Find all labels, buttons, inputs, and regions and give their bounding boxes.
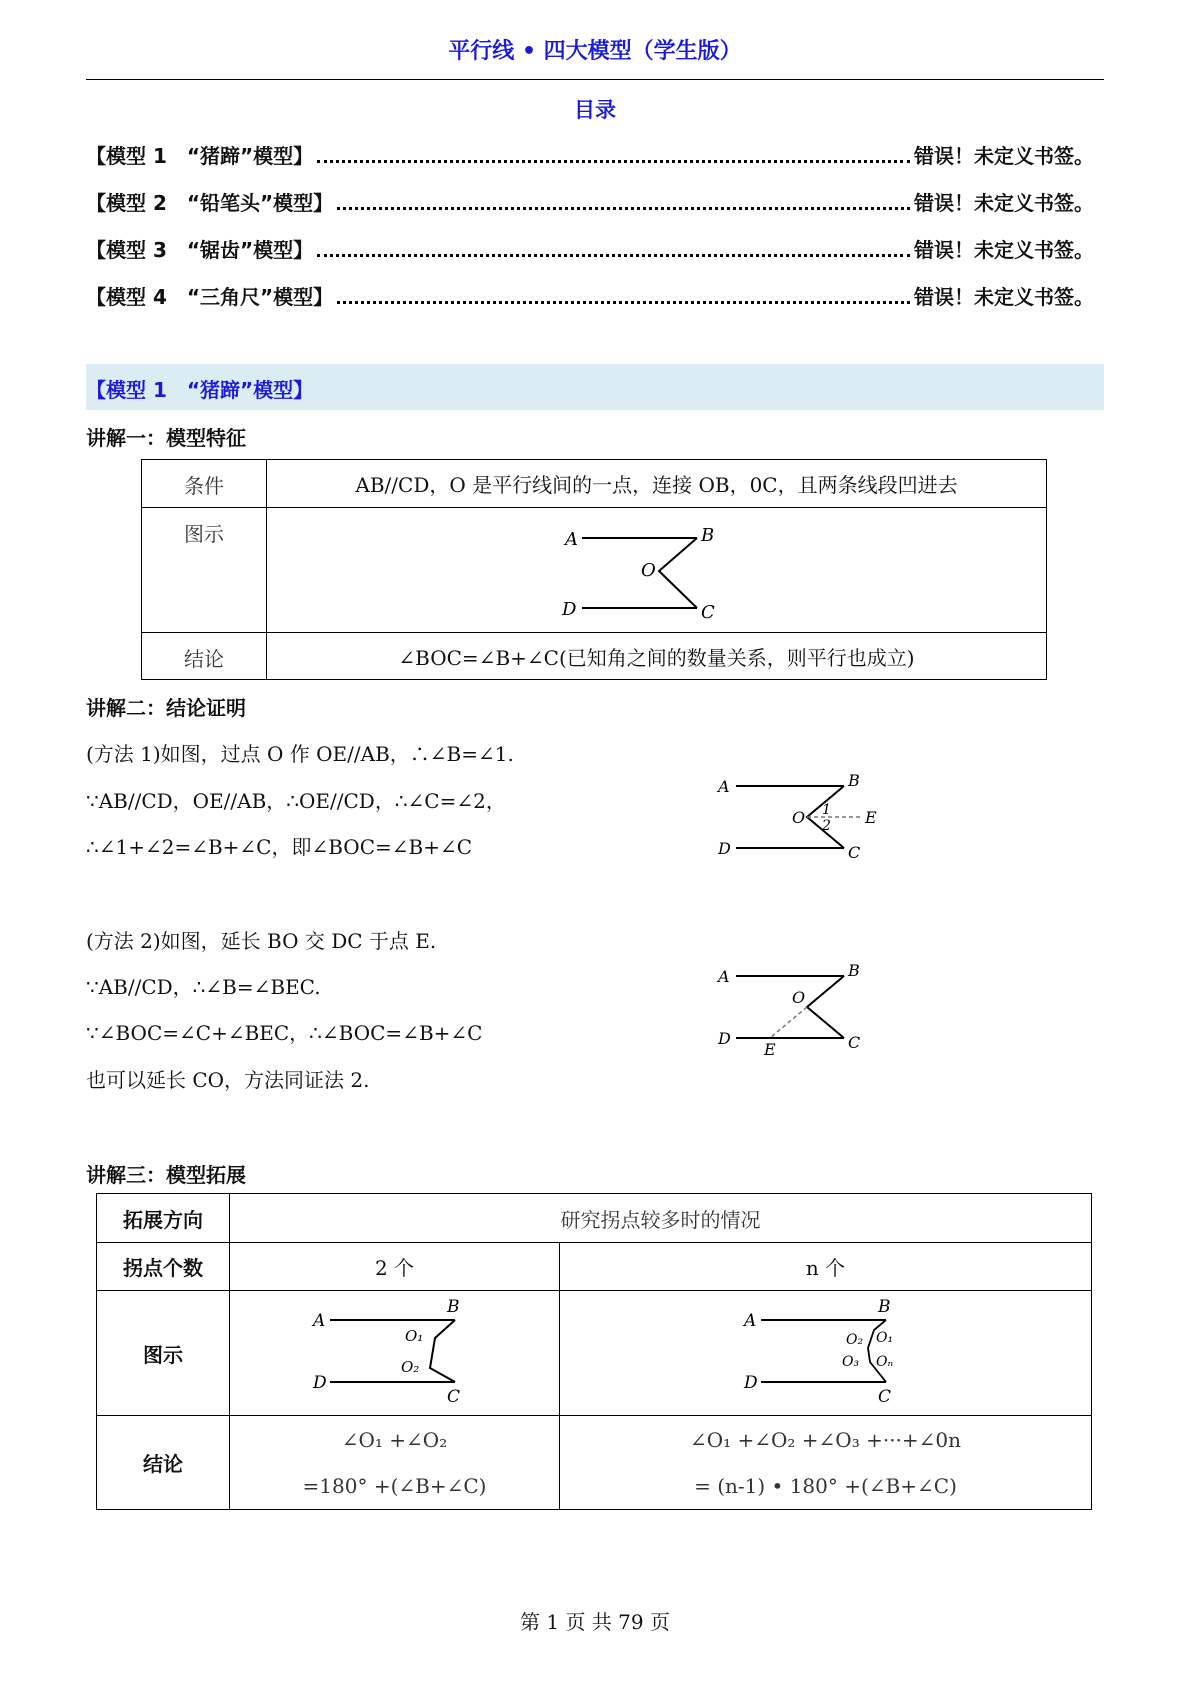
svg-text:Oₙ: Oₙ <box>875 1353 893 1370</box>
svg-text:A: A <box>743 1310 756 1331</box>
cell-count-2: 2 个 <box>230 1243 560 1291</box>
two-turn-diagram <box>305 1296 485 1406</box>
svg-text:O: O <box>792 988 806 1007</box>
svg-text:C: C <box>700 601 715 623</box>
svg-text:O: O <box>640 559 656 581</box>
svg-text:A: A <box>312 1310 325 1331</box>
cell-label: 拐点个数 <box>97 1243 230 1291</box>
svg-text:O₂: O₂ <box>400 1357 419 1376</box>
section-title: 【模型 1 “猪蹄”模型】 <box>86 378 314 402</box>
cell-label: 拓展方向 <box>97 1194 230 1243</box>
svg-text:O₂: O₂ <box>845 1331 863 1348</box>
toc-leader <box>337 301 910 304</box>
proof-line: ∵AB//CD，OE//AB，∴OE//CD，∴∠C=∠2， <box>86 789 506 813</box>
svg-text:C: C <box>848 1033 861 1052</box>
toc-item[interactable] <box>86 234 1094 263</box>
svg-text:B: B <box>700 524 714 546</box>
formula-line: = (n-1) • 180° +(∠B+∠C) <box>694 1473 957 1498</box>
toc-label[interactable]: 【模型 2 “铅笔头”模型】 <box>86 191 334 215</box>
toc-item[interactable] <box>86 281 1094 310</box>
svg-text:D: D <box>561 598 576 620</box>
cell-conclusion-2 <box>230 1416 560 1510</box>
n-turn-diagram <box>736 1296 916 1406</box>
svg-text:B: B <box>446 1296 459 1317</box>
svg-text:D: D <box>312 1372 327 1393</box>
toc-ref: 错误！未定义书签。 <box>914 144 1094 168</box>
page-number: 第 1 页 共 79 页 <box>520 1610 670 1634</box>
proof-line: (方法 2)如图，延长 BO 交 DC 于点 E. <box>86 929 437 953</box>
cell-conclusion-n <box>560 1416 1092 1510</box>
cell-label: 结论 <box>142 633 267 680</box>
toc-leader <box>317 160 910 163</box>
svg-text:O₁: O₁ <box>404 1326 423 1345</box>
section-banner <box>86 364 1104 410</box>
toc-item[interactable] <box>86 140 1094 169</box>
heading-part3: 讲解三：模型拓展 <box>86 1163 246 1187</box>
toc-title: 目录 <box>574 98 616 122</box>
svg-text:O₃: O₃ <box>841 1353 859 1370</box>
svg-text:2: 2 <box>822 818 831 834</box>
svg-text:D: D <box>743 1372 758 1393</box>
heading-part2: 讲解二：结论证明 <box>86 696 246 720</box>
formula-line: ∠O₁ +∠O₂ <box>341 1427 448 1452</box>
svg-text:A: A <box>564 528 578 550</box>
method2-diagram <box>712 958 892 1058</box>
toc-label[interactable]: 【模型 3 “锯齿”模型】 <box>86 238 314 262</box>
proof-line: ∵AB//CD，∴∠B=∠BEC. <box>86 975 321 999</box>
cell-condition: AB//CD，O 是平行线间的一点，连接 OB，0C，且两条线段凹进去 <box>267 460 1047 508</box>
model-feature-table <box>141 459 1047 680</box>
cell-count-n: n 个 <box>560 1243 1092 1291</box>
toc-ref: 错误！未定义书签。 <box>914 191 1094 215</box>
svg-text:D: D <box>718 839 731 858</box>
toc-label[interactable]: 【模型 4 “三角尺”模型】 <box>86 285 334 309</box>
svg-text:A: A <box>718 777 730 796</box>
toc-label[interactable]: 【模型 1 “猪蹄”模型】 <box>86 144 314 168</box>
proof-line: 也可以延长 CO，方法同证法 2. <box>86 1068 370 1092</box>
header-rule <box>86 79 1104 80</box>
cell-conclusion: ∠BOC=∠B+∠C(已知角之间的数量关系，则平行也成立) <box>267 633 1047 680</box>
doc-title: 平行线 • 四大模型（学生版） <box>448 39 742 64</box>
cell-label: 结论 <box>97 1416 230 1510</box>
heading-part1: 讲解一：模型特征 <box>86 426 246 450</box>
toc-leader <box>317 254 910 257</box>
cell-figure-n <box>560 1291 1092 1416</box>
svg-text:B: B <box>848 961 860 980</box>
svg-text:C: C <box>446 1386 460 1406</box>
cell-label: 条件 <box>142 460 267 508</box>
svg-text:A: A <box>718 967 730 986</box>
cell-label: 图示 <box>142 508 267 633</box>
cell-figure <box>267 508 1047 633</box>
pig-foot-diagram <box>557 513 757 623</box>
extension-table <box>96 1193 1092 1510</box>
svg-text:C: C <box>848 843 861 862</box>
proof-line: ∴∠1+∠2=∠B+∠C，即∠BOC=∠B+∠C <box>86 835 473 859</box>
svg-text:B: B <box>848 771 860 790</box>
cell-figure-2 <box>230 1291 560 1416</box>
toc-item[interactable] <box>86 187 1094 216</box>
svg-text:B: B <box>877 1296 890 1317</box>
svg-text:O₁: O₁ <box>875 1329 893 1346</box>
toc-leader <box>337 207 910 210</box>
svg-text:C: C <box>877 1386 891 1406</box>
svg-text:O: O <box>792 808 806 827</box>
cell-label: 图示 <box>97 1291 230 1416</box>
formula-line: ∠O₁ +∠O₂ +∠O₃ +···+∠0n <box>689 1427 962 1452</box>
svg-text:1: 1 <box>822 802 831 818</box>
method1-diagram <box>712 768 892 863</box>
svg-text:E: E <box>865 808 877 827</box>
svg-text:D: D <box>718 1029 731 1048</box>
svg-text:E: E <box>764 1040 776 1058</box>
toc-ref: 错误！未定义书签。 <box>914 285 1094 309</box>
proof-line: (方法 1)如图，过点 O 作 OE//AB，∴∠B=∠1. <box>86 742 514 766</box>
proof-line: ∵∠BOC=∠C+∠BEC，∴∠BOC=∠B+∠C <box>86 1021 483 1045</box>
toc-ref: 错误！未定义书签。 <box>914 238 1094 262</box>
cell-direction: 研究拐点较多时的情况 <box>230 1194 1092 1243</box>
formula-line: =180° +(∠B+∠C) <box>302 1473 487 1498</box>
